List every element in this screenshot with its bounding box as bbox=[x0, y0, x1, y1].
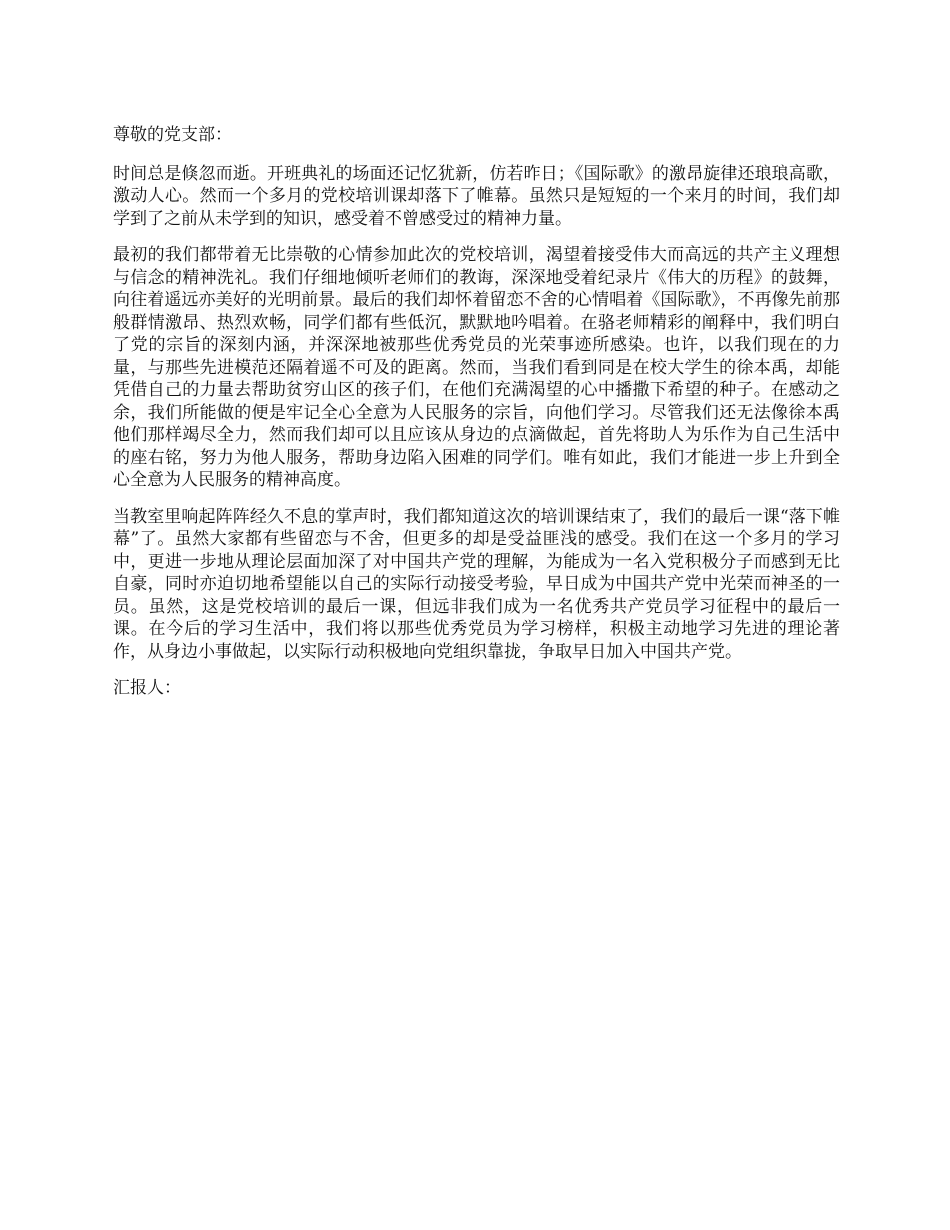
document-body bbox=[113, 124, 840, 714]
paragraph-1: 时间总是倏忽而逝。开班典礼的场面还记忆犹新，仿若昨日；《国际歌》的激昂旋律还琅琅高歌，激动人心。然而一个多月的党校培训课却落下了帷幕。虽然只是短短的一个来月的时间，我们却学到了之前从未学到的知识，感受着不曾感受过的精神力量。 bbox=[113, 163, 840, 229]
paragraph-3: 当教室里响起阵阵经久不息的掌声时，我们都知道这次的培训课结束了，我们的最后一课“落下帷幕”了。虽然大家都有些留恋与不舍，但更多的却是受益匪浅的感受。我们在这一个多月的学习中，更进一步地从理论层面加深了对中国共产党的理解，为能成为一名入党积极分子而感到无比自豪，同时亦迫切地希望能以自己的实际行动接受考验，早日成为中国共产党中光荣而神圣的一员。虽然，这是党校培训的最后一课，但远非我们成为一名优秀共产党员学习征程中的最后一课。在今后的学习生活中，我们将以那些优秀党员为学习榜样，积极主动地学习先进的理论著作，从身边小事做起，以实际行动积极地向党组织靠拢，争取早日加入中国共产党。 bbox=[113, 506, 840, 662]
closing-signature: 汇报人： bbox=[113, 678, 181, 698]
paragraph-2: 最初的我们都带着无比崇敬的心情参加此次的党校培训，渴望着接受伟大而高远的共产主义理想与信念的精神洗礼。我们仔细地倾听老师们的教诲，深深地受着纪录片《伟大的历程》的鼓舞，向往着遥远亦美好的光明前景。最后的我们却怀着留恋不舍的心情唱着《国际歌》，不再像先前那般群情激昂、热烈欢畅，同学们都有些低沉，默默地吟唱着。在骆老师精彩的阐释中，我们明白了党的宗旨的深刻内涵，并深深地被那些优秀党员的光荣事迹所感染。也许，以我们现在的力量，与那些先进模范还隔着遥不可及的距离。然而，当我们看到同是在校大学生的徐本禹，却能凭借自己的力量去帮助贫穷山区的孩子们，在他们充满渴望的心中播撒下希望的种子。在感动之余，我们所能做的便是牢记全心全意为人民服务的宗旨，向他们学习。尽管我们还无法像徐本禹他们那样竭尽全力，然而我们却可以且应该从身边的点滴做起，首先将助人为乐作为自己生活中的座右铭，努力为他人服务，帮助身边陷入困难的同学们。唯有如此，我们才能进一步上升到全心全意为人民服务的精神高度。 bbox=[113, 245, 840, 490]
salutation: 尊敬的党支部： bbox=[113, 125, 232, 145]
